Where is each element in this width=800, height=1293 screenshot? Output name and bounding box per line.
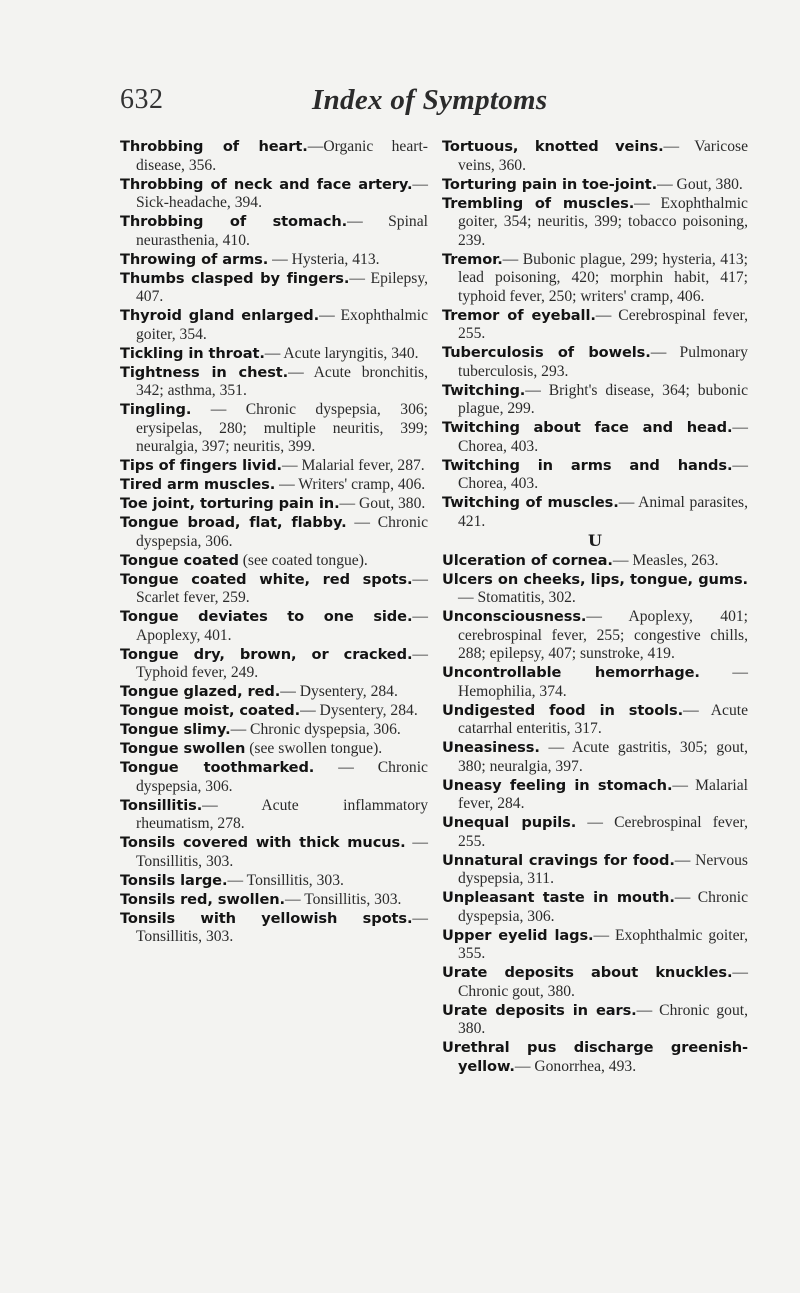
index-term: Tonsils covered with thick mucus. <box>120 834 406 851</box>
index-entry <box>442 852 748 889</box>
index-entry <box>120 476 428 495</box>
index-references: — Cerebrospinal fever, 255. <box>458 306 748 342</box>
index-term: Tongue deviates to one side. <box>120 608 413 625</box>
index-entry <box>442 927 748 964</box>
index-entry <box>442 1002 748 1039</box>
index-references: — Acute inflammatory rheumatism, 278. <box>136 796 428 832</box>
index-entry <box>442 494 748 531</box>
index-term: Tongue slimy. <box>120 721 231 738</box>
index-references: —Organic heart-disease, 356. <box>136 138 428 174</box>
index-references: — Acute catarrhal enteritis, 317. <box>458 701 748 737</box>
index-term: Ulceration of cornea. <box>442 551 613 569</box>
index-entry <box>442 344 748 381</box>
index-entry <box>120 759 428 796</box>
index-references: — Apoplexy, 401. <box>136 608 428 644</box>
index-term: Tingling. <box>120 401 192 418</box>
index-term: Thumbs clasped by fingers. <box>120 269 350 287</box>
index-references: — Typhoid fever, 249. <box>136 645 428 681</box>
index-term: Tremor. <box>442 250 503 268</box>
index-term: Tired arm muscles. <box>120 476 276 493</box>
index-entry <box>120 495 428 514</box>
index-term: Throbbing of stomach. <box>120 213 348 230</box>
index-term: Unconsciousness. <box>442 608 587 625</box>
index-term: Uneasiness. <box>442 739 540 756</box>
index-references: — Chronic dyspepsia, 306; erysipelas, 280; multiple neuritis, 399; neuralgia, 397; neuritis, 399. <box>136 401 428 455</box>
index-term: Tongue moist, coated. <box>120 702 301 719</box>
index-entry <box>442 1039 748 1076</box>
index-references: — Tonsillitis, 303. <box>136 834 428 870</box>
index-references: — Epilepsy, 407. <box>136 269 428 305</box>
index-references: — Tonsillitis, 303. <box>227 871 344 889</box>
index-term: Twitching about face and head. <box>442 419 733 436</box>
index-references: (see coated tongue). <box>238 551 368 569</box>
index-entry <box>120 307 428 344</box>
index-references: — Malarial fever, 287. <box>282 457 425 474</box>
index-term: Upper eyelid lags. <box>442 926 594 944</box>
index-references: — Exophthalmic goiter, 354; neuritis, 399; tobacco poisoning, 239. <box>458 194 748 249</box>
index-references: — Malarial fever, 284. <box>458 776 748 812</box>
index-entry <box>120 702 428 721</box>
index-references: (see swollen tongue). <box>245 740 383 757</box>
index-entry <box>442 664 748 701</box>
index-entry <box>120 608 428 645</box>
index-term: Tonsillitis. <box>120 796 203 814</box>
index-term: Tightness in chest. <box>120 363 289 381</box>
index-references: — Gonorrhea, 493. <box>514 1057 637 1075</box>
index-references: — Chorea, 403. <box>458 456 748 492</box>
index-term: Urate deposits in ears. <box>442 1001 637 1019</box>
index-entry <box>120 251 428 270</box>
index-entry <box>442 419 748 456</box>
index-entry <box>442 176 748 195</box>
index-entries-t <box>442 138 748 531</box>
index-references: — Sick-headache, 394. <box>136 175 428 211</box>
index-references: — Measles, 263. <box>612 551 719 569</box>
index-term: Throbbing of neck and face artery. <box>120 175 413 193</box>
index-entry <box>120 834 428 871</box>
index-references: — Nervous dyspepsia, 311. <box>458 851 749 887</box>
index-references: — Spinal neurasthenia, 410. <box>136 213 428 249</box>
index-entry <box>442 571 748 608</box>
index-entry <box>442 382 748 419</box>
index-references: — Acute gastritis, 305; gout, 380; neuralgia, 397. <box>458 739 748 775</box>
index-references: — Pulmonary tuberculosis, 293. <box>458 344 748 380</box>
index-term: Uncontrollable hemorrhage. <box>442 664 700 681</box>
index-term: Tickling in throat. <box>120 344 265 362</box>
index-references: — Scarlet fever, 259. <box>136 570 428 606</box>
index-term: Tonsils with yellowish spots. <box>120 909 413 927</box>
index-entry <box>120 646 428 683</box>
index-term: Toe joint, torturing pain in. <box>120 495 340 512</box>
index-entry <box>442 307 748 344</box>
index-term: Ulcers on cheeks, lips, tongue, gums. <box>442 570 748 588</box>
index-entry <box>442 702 748 739</box>
index-references: — Chronic dyspepsia, 306. <box>136 514 428 550</box>
index-references: — Chronic gout, 380. <box>458 964 748 1000</box>
index-references: — Writers' cramp, 406. <box>275 476 426 493</box>
index-term: Tongue coated <box>120 551 239 569</box>
index-entry <box>442 608 748 664</box>
index-entry <box>442 889 748 926</box>
index-term: Unpleasant taste in mouth. <box>442 889 675 906</box>
index-entry <box>442 964 748 1001</box>
index-term: Twitching of muscles. <box>442 494 619 511</box>
index-entry <box>120 721 428 740</box>
index-term: Throbbing of heart. <box>120 138 308 155</box>
index-term: Tongue swollen <box>120 740 246 757</box>
index-references: — Varicose veins, 360. <box>458 138 748 174</box>
index-entry <box>120 345 428 364</box>
index-column-right <box>442 138 748 1077</box>
page-title: Index of Symptoms <box>312 84 548 116</box>
index-entry <box>442 251 748 307</box>
index-term: Twitching in arms and hands. <box>442 456 733 474</box>
index-term: Unequal pupils. <box>442 814 577 831</box>
index-term: Trembling of muscles. <box>442 194 635 212</box>
index-entry <box>120 270 428 307</box>
index-entry <box>442 457 748 494</box>
index-entry <box>120 364 428 401</box>
page-number: 632 <box>120 84 164 115</box>
index-references: — Chronic dyspepsia, 306. <box>136 759 428 795</box>
index-term: Urethral pus discharge greenish-yellow. <box>442 1039 748 1075</box>
index-term: Undigested food in stools. <box>442 701 684 719</box>
index-term: Tuberculosis of bowels. <box>442 344 651 361</box>
index-entry <box>120 872 428 891</box>
index-term: Unnatural cravings for food. <box>442 851 675 869</box>
index-term: Twitching. <box>442 381 526 399</box>
index-entry <box>120 891 428 910</box>
index-entry <box>120 797 428 834</box>
index-references: — Gout, 380. <box>657 175 743 193</box>
index-entry <box>120 740 428 759</box>
index-references: — Stomatitis, 302. <box>458 589 576 606</box>
index-references: — Exophthalmic goiter, 355. <box>458 926 748 962</box>
index-references: — Bright's disease, 364; bubonic plague, 299. <box>458 381 748 417</box>
index-references: — Hysteria, 413. <box>268 250 380 268</box>
index-references: — Chronic gout, 380. <box>458 1001 748 1037</box>
index-entry <box>120 552 428 571</box>
index-term: Throwing of arms. <box>120 250 269 268</box>
index-references: — Cerebrospinal fever, 255. <box>458 814 748 850</box>
index-term: Tonsils red, swollen. <box>120 890 285 908</box>
index-references: — Dysentery, 284. <box>280 683 398 700</box>
index-entry <box>442 739 748 776</box>
index-term: Tongue dry, brown, or cracked. <box>120 645 413 663</box>
index-references: — Dysentery, 284. <box>300 702 418 719</box>
index-references: — Acute bronchitis, 342; asthma, 351. <box>136 363 429 399</box>
index-references: — Hemophilia, 374. <box>458 664 748 700</box>
index-entry <box>120 401 428 457</box>
index-entry <box>120 213 428 250</box>
index-term: Urate deposits about knuckles. <box>442 964 733 981</box>
index-term: Tips of fingers livid. <box>120 457 282 474</box>
index-references: — Tonsillitis, 303. <box>285 890 402 908</box>
index-references: — Exophthalmic goiter, 354. <box>136 307 428 343</box>
index-entry <box>120 176 428 213</box>
index-entry <box>442 138 748 175</box>
page-header <box>120 84 740 124</box>
index-entry <box>120 571 428 608</box>
index-entry <box>120 514 428 551</box>
index-references: — Apoplexy, 401; cerebrospinal fever, 255; congestive chills, 288; epilepsy, 407; sunstroke, 419. <box>458 608 748 662</box>
index-entry <box>442 552 748 571</box>
index-term: Tongue coated white, red spots. <box>120 570 413 588</box>
index-column-left <box>120 138 428 947</box>
section-letter: U <box>588 531 602 550</box>
index-term: Tortuous, knotted veins. <box>442 138 664 155</box>
index-entry <box>442 195 748 251</box>
index-references: — Tonsillitis, 303. <box>136 909 428 945</box>
index-references: — Chronic dyspepsia, 306. <box>458 889 748 925</box>
index-entries-u <box>442 552 748 1077</box>
index-entry <box>442 814 748 851</box>
index-term: Uneasy feeling in stomach. <box>442 776 673 794</box>
index-term: Tremor of eyeball. <box>442 306 596 324</box>
index-entry <box>442 777 748 814</box>
index-term: Thyroid gland enlarged. <box>120 307 320 324</box>
index-entry <box>120 683 428 702</box>
index-references: — Chronic dyspepsia, 306. <box>230 721 401 738</box>
index-references: — Chorea, 403. <box>458 419 748 455</box>
index-entry <box>120 138 428 175</box>
index-term: Tongue toothmarked. <box>120 759 315 776</box>
index-term: Torturing pain in toe-joint. <box>442 175 658 193</box>
index-term: Tongue broad, flat, flabby. <box>120 514 347 531</box>
index-term: Tongue glazed, red. <box>120 683 281 700</box>
index-term: Tonsils large. <box>120 871 228 889</box>
index-entry <box>120 910 428 947</box>
index-references: — Bubonic plague, 299; hysteria, 413; lead poisoning, 420; morphin habit, 417; typhoid fever, 250; writers' cramp, 406. <box>458 250 748 305</box>
index-entry <box>120 457 428 476</box>
index-references: — Acute laryngitis, 340. <box>264 344 419 362</box>
index-references: — Animal parasites, 421. <box>458 494 748 530</box>
index-references: — Gout, 380. <box>339 495 426 512</box>
